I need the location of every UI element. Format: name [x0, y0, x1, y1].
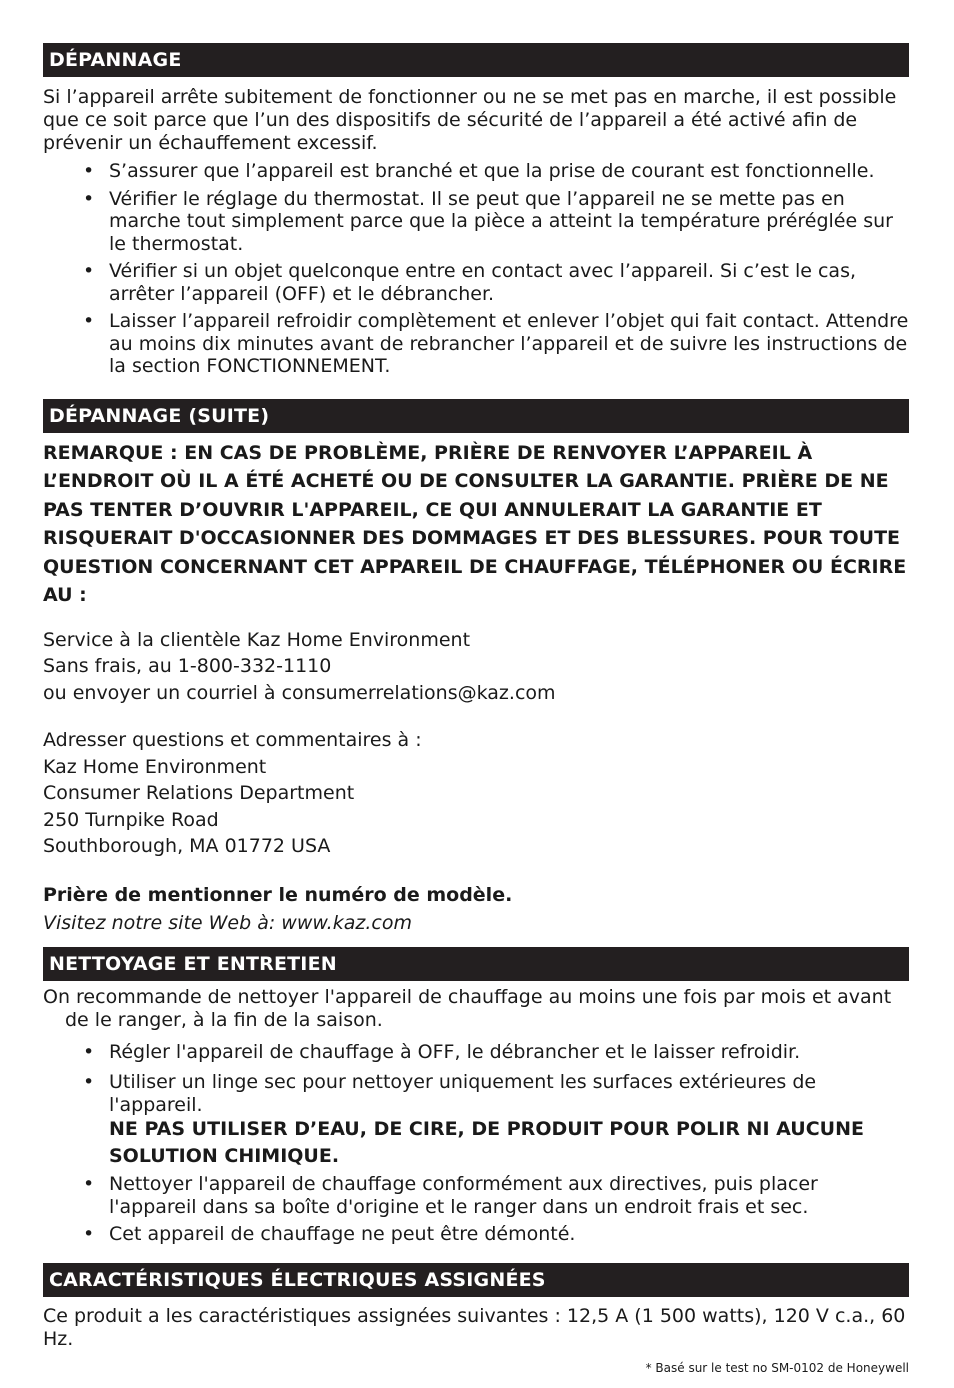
cleaning-intro: On recommande de nettoyer l'appareil de chauffage au moins une fois par mois et avant de le ranger, à la fin de la saison. — [43, 985, 892, 1031]
troubleshooting-intro: Si l’appareil arrête subitement de fonctionner ou ne se met pas en marche, il est possible que ce soit parce que l’un des dispositifs de sécurité de l’appareil a été activé afin de prévenir un échauffement excessif. — [43, 86, 897, 154]
list-item — [43, 1041, 909, 1064]
cleaning-warning: NE PAS UTILISER D’EAU, DE CIRE, DE PRODUIT POUR POLIR NI AUCUNE SOLUTION CHIMIQUE. — [109, 1118, 864, 1167]
section-header-depannage-suite: DÉPANNAGE (SUITE) — [43, 399, 909, 433]
bullet-icon: • — [83, 1071, 95, 1093]
list-item-text: Régler l'appareil de chauffage à OFF, le débrancher et le laisser refroidir. — [109, 1040, 801, 1063]
list-item — [43, 1223, 909, 1246]
list-item-text: Vérifier si un objet quelconque entre en contact avec l’appareil. Si c’est le cas, arrêter l’appareil (OFF) et le débrancher. — [109, 260, 857, 305]
electrical-rating-text: Ce produit a les caractéristiques assignées suivantes : 12,5 A (1 500 watts), 120 V c.a., 60 Hz. — [43, 1304, 906, 1350]
address-line: 250 Turnpike Road — [43, 808, 219, 831]
bullet-icon: • — [83, 1173, 95, 1195]
website-note: Visitez notre site Web à: www.kaz.com — [43, 912, 412, 934]
bullet-icon: • — [83, 160, 95, 182]
section-header-nettoyage: NETTOYAGE ET ENTRETIEN — [43, 947, 909, 981]
section-header-depannage: DÉPANNAGE — [43, 43, 909, 77]
list-item — [43, 1173, 909, 1218]
list-item — [43, 260, 909, 305]
list-item — [43, 188, 909, 256]
footnote: * Basé sur le test no SM-0102 de Honeywell — [645, 1360, 909, 1375]
list-item-text: S’assurer que l’appareil est branché et que la prise de courant est fonctionnelle. — [109, 160, 875, 182]
bullet-icon: • — [83, 1223, 95, 1245]
bullet-icon: • — [83, 1040, 95, 1063]
address-line: Kaz Home Environment — [43, 755, 267, 778]
model-number-note: Prière de mentionner le numéro de modèle. — [43, 883, 513, 906]
bullet-icon: • — [83, 187, 95, 210]
list-item — [43, 160, 909, 183]
address-line: Southborough, MA 01772 USA — [43, 835, 331, 857]
contact-block — [43, 627, 909, 707]
contact-line: Sans frais, au 1-800-332-1110 — [43, 655, 332, 677]
address-block — [43, 727, 909, 860]
troubleshooting-list — [43, 160, 909, 378]
list-item — [43, 1071, 909, 1170]
list-item-text: Vérifier le réglage du thermostat. Il se peut que l’appareil ne se mette pas en marche tout simplement parce que la pièce a atteint la température préréglée sur le thermostat. — [109, 187, 893, 255]
contact-line: Service à la clientèle Kaz Home Environment — [43, 628, 471, 651]
list-item-text: Nettoyer l'appareil de chauffage conformément aux directives, puis placer l'appareil dans sa boîte d'origine et le ranger dans un endroit frais et sec. — [109, 1173, 818, 1218]
warranty-notice: REMARQUE : EN CAS DE PROBLÈME, PRIÈRE DE RENVOYER L’APPAREIL À L’ENDROIT OÙ IL A ÉTÉ ACHETÉ OU DE CONSULTER LA GARANTIE. PRIÈRE DE NE PAS TENTER D’OUVRIR L'APPAREIL, CE QUI ANNULERAIT LA GARANTIE ET RISQUERAIT D'OCCASIONNER DES DOMMAGES ET DES BLESSURES. POUR TOUTE QUESTION CONCERNANT CET APPAREIL DE CHAUFFAGE, TÉLÉPHONER OU ÉCRIRE AU : — [43, 441, 907, 606]
list-item — [43, 310, 909, 378]
list-item-text: Laisser l’appareil refroidir complètement et enlever l’objet qui fait contact. Attendre au moins dix minutes avant de rebrancher l’appareil et de suivre les instructions de la section FONCTIONNEMENT. — [109, 310, 909, 377]
list-item-text: Cet appareil de chauffage ne peut être démonté. — [109, 1223, 576, 1245]
cleaning-list — [43, 1041, 909, 1246]
section-header-caracteristiques: CARACTÉRISTIQUES ÉLECTRIQUES ASSIGNÉES — [43, 1263, 909, 1297]
address-line: Consumer Relations Department — [43, 782, 355, 804]
document-page — [43, 43, 909, 1375]
list-item-text: Utiliser un linge sec pour nettoyer uniquement les surfaces extérieures de l'appareil. — [109, 1071, 817, 1116]
bullet-icon: • — [83, 260, 95, 282]
address-line: Adresser questions et commentaires à : — [43, 729, 422, 751]
bullet-icon: • — [83, 310, 95, 332]
contact-line: ou envoyer un courriel à consumerrelations@kaz.com — [43, 681, 556, 704]
